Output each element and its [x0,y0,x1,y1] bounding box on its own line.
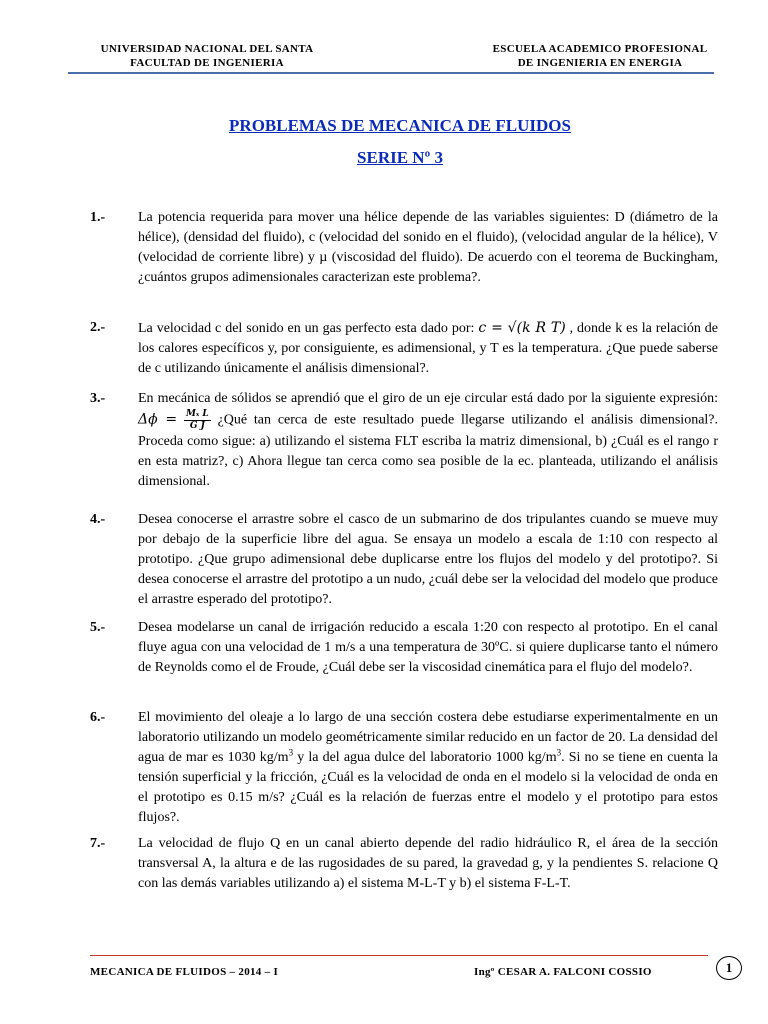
problem-number: 4.- [90,512,106,527]
header-university: UNIVERSIDAD NACIONAL DEL SANTA [100,43,314,55]
problem-text-part: La velocidad c del sonido en un gas perfecto esta dado por: [138,321,475,336]
fraction-denominator: G J [189,421,205,431]
torsion-formula-fraction [184,409,211,432]
problem-text-part: El movimiento del oleaje a lo largo de una sección costera debe estudiarse experimentalmente en un laboratorio utilizando un modelo geométricamente similar reducido en un factor de 20. La densidad del agua de mar es 1030 kg/m [138,710,718,765]
problem-text-part: En mecánica de sólidos se aprendió que el giro de un eje circular está dado por la siguiente expresión: [138,391,718,406]
header-left [82,42,332,70]
document-subtitle: SERIE Nº 3 [357,148,443,167]
superscript: 3 [288,747,294,758]
problem-text-part: , donde k es la relación de los calores específicos y, por consiguiente, es adimensional, y T es la temperatura. ¿Que puede saberse de c utilizando únicamente el análisis dimensional?. [138,321,718,376]
problem-text [138,389,718,492]
problem-2 [90,318,718,379]
problem-text: Desea modelarse un canal de irrigación reducido a escala 1:20 con respecto al prototipo. En el canal fluye agua con una velocidad de 1 m/s a una temperatura de 30ºC. si quiere duplicarse tanto el número de Reynolds como el de Froude, ¿Cuál debe ser la viscosidad cinemática para el flujo del modelo?. [138,620,718,675]
footer-divider [90,955,708,956]
problem-1 [90,208,718,288]
problem-number: 1.- [90,210,106,225]
problem-7 [90,834,718,894]
footer-course: MECANICA DE FLUIDOS – 2014 – I [90,966,279,978]
header-program: DE INGENIERIA EN ENERGIA [517,57,683,69]
problem-number: 3.- [90,391,106,406]
header-school: ESCUELA ACADEMICO PROFESIONAL [492,43,708,55]
fraction-numerator: Mₓ L [185,409,209,419]
page-number: 1 [716,956,742,980]
document-title: PROBLEMAS DE MECANICA DE FLUIDOS [229,116,571,135]
header-faculty: FACULTAD DE INGENIERIA [130,57,284,69]
problem-number: 7.- [90,836,106,851]
header-divider [68,72,714,74]
problem-text [138,318,718,379]
torsion-formula-lhs: Δϕ = [138,411,178,428]
problem-text [138,708,718,828]
footer-author: Ingº CESAR A. FALCONI COSSIO [474,966,652,978]
problem-number: 6.- [90,710,106,725]
problem-6 [90,708,718,828]
problem-text-part: . Si no se tiene en cuenta la tensión superficial y la fricción, ¿Cuál es la velocidad de onda en el modelo si la velocidad de onda en el prototipo es 0.15 m/s? ¿Cuál es la relación de fuerzas entre el modelo y el prototipo para estos flujos?. [138,750,718,825]
problem-3 [90,389,718,492]
problem-number: 2.- [90,320,106,335]
problem-text: La velocidad de flujo Q en un canal abierto depende del radio hidráulico R, el área de la sección transversal A, la altura e de las rugosidades de su pared, la gravedad g, y la pendientes S. relacione Q con las demás variables utilizando a) el sistema M-L-T y b) el sistema F-L-T. [138,836,718,891]
problem-text-part: y la del agua dulce del laboratorio 1000 kg/m [293,750,557,765]
superscript: 3 [556,747,562,758]
sound-speed-formula: c = √(k R T) [478,320,566,336]
problem-text-part: ¿Qué tan cerca de este resultado puede llegarse utilizando el análisis dimensional?. Proceda como sigue: a) utilizando el sistema FLT escriba la matriz dimensional, b) ¿Cuál es el rango r en esta matriz?, c) Ahora llegue tan cerca como sea posible de la ec. planteada, utilizando el análisis dimensional. [138,412,719,489]
problem-number: 5.- [90,620,106,635]
header-right [460,42,740,70]
problem-text: La potencia requerida para mover una hélice depende de las variables siguientes: D (diámetro de la hélice), (densidad del fluido), c (velocidad del sonido en el fluido), (velocidad angular de la hélice), V (velocidad de corriente libre) y µ (viscosidad del fluido). De acuerdo con el teorema de Buckingham, ¿cuántos grupos adimensionales caracterizan este problema?. [138,210,718,285]
problem-4 [90,510,718,610]
problem-5 [90,618,718,678]
problem-text: Desea conocerse el arrastre sobre el casco de un submarino de dos tripulantes cuando se mueve muy por debajo de la superficie libre del agua. Se ensaya un modelo a escala de 1:10 con respecto al prototipo. ¿Que grupo adimensional debe duplicarse entre los flujos del modelo y del prototipo?. Si desea conocerse el arrastre del prototipo a un nudo, ¿cuál debe ser la velocidad del modelo que produce el arrastre esperado del prototipo?. [138,512,718,607]
